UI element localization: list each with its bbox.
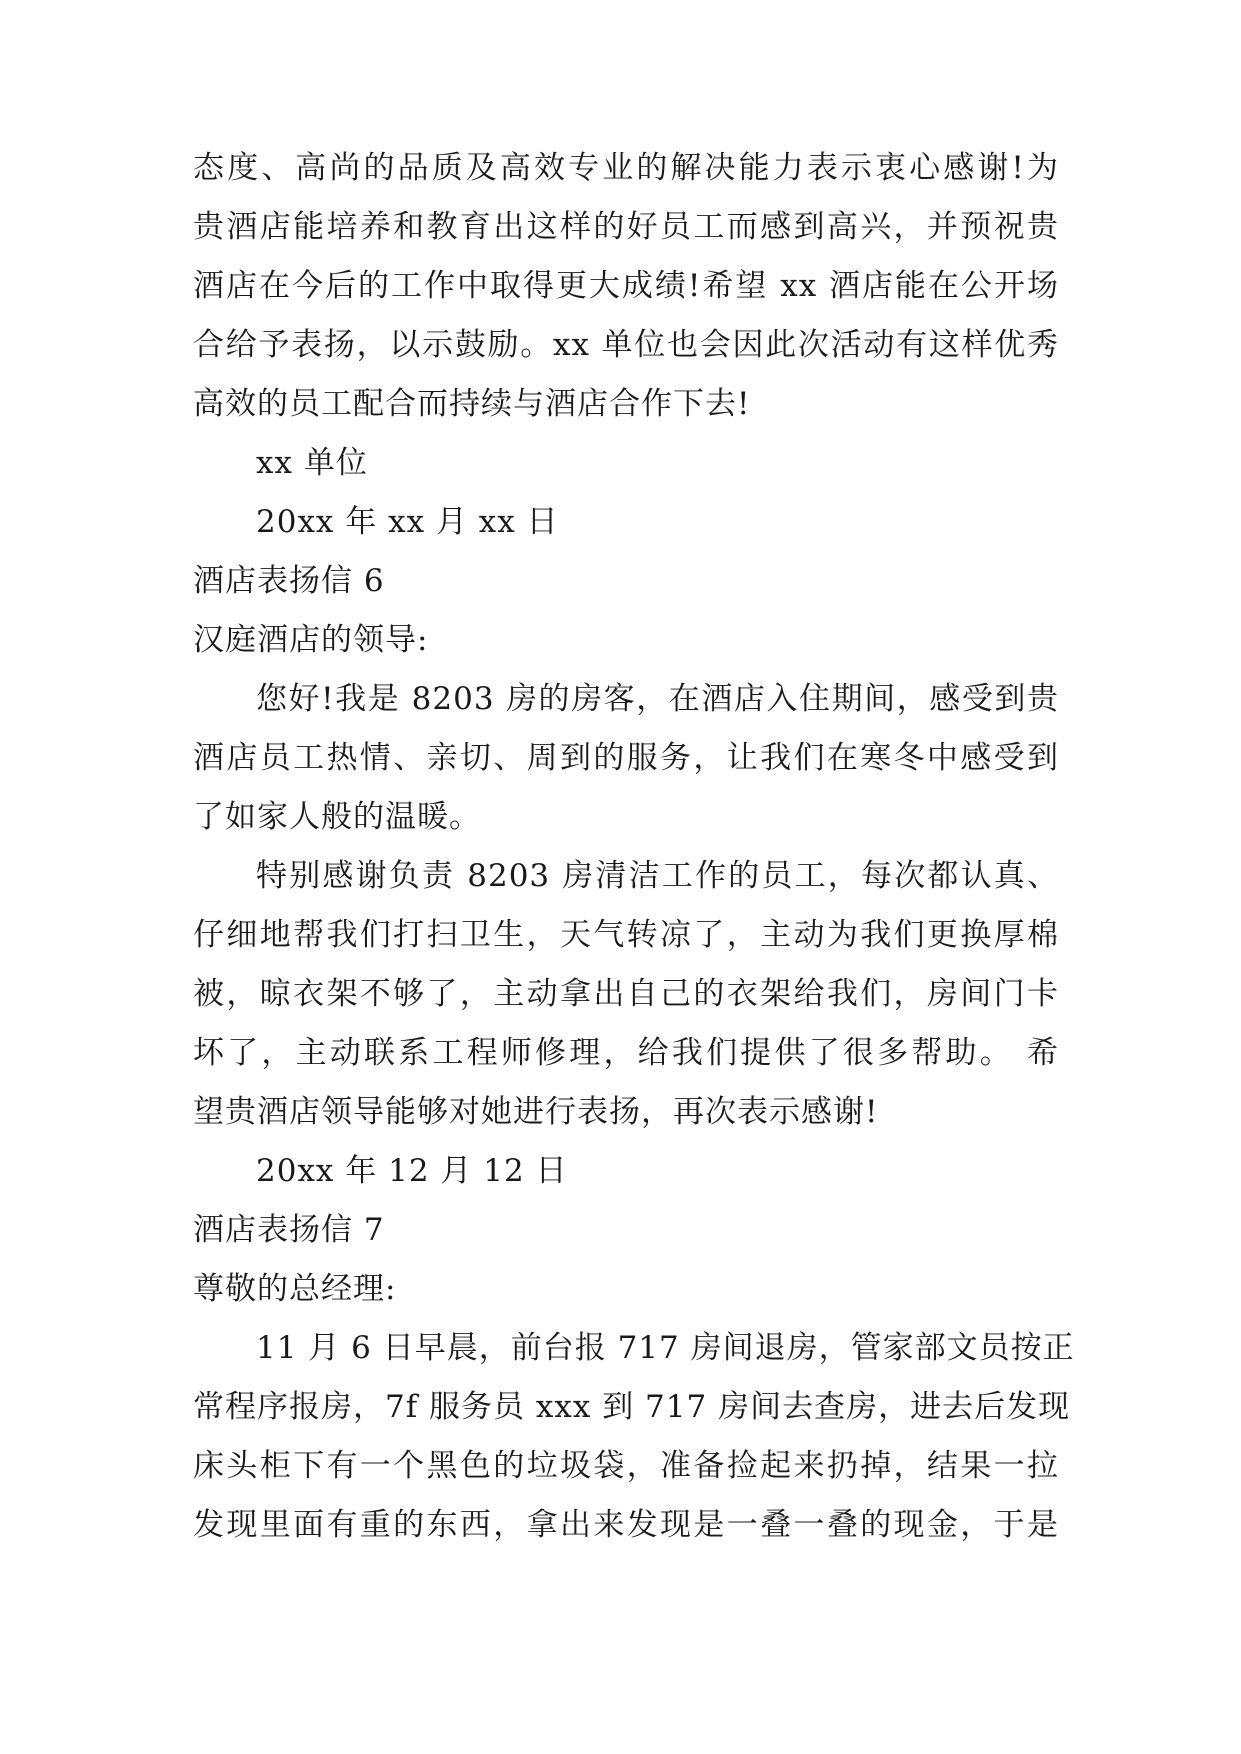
salutation: 汉庭酒店的领导: bbox=[193, 622, 429, 658]
text-line: 望贵酒店领导能够对她进行表扬，再次表示感谢! bbox=[193, 1094, 879, 1130]
text-line: 您好!我是 8203 房的房客，在酒店入住期间，感受到贵 bbox=[256, 681, 1059, 717]
text-line: 常程序报房，7f 服务员 xxx 到 717 房间去查房，进去后发现 bbox=[193, 1389, 1071, 1425]
signature-date: 20xx 年 12 月 12 日 bbox=[256, 1153, 568, 1189]
text-line: 贵酒店能培养和教育出这样的好员工而感到高兴，并预祝贵 bbox=[193, 209, 1059, 245]
text-line: 11 月 6 日早晨，前台报 717 房间退房，管家部文员按正 bbox=[256, 1330, 1075, 1366]
text-line: 高效的员工配合而持续与酒店合作下去! bbox=[193, 386, 751, 422]
text-line: 仔细地帮我们打扫卫生，天气转凉了，主动为我们更换厚棉 bbox=[193, 917, 1059, 953]
text-line: 了如家人般的温暖。 bbox=[193, 799, 481, 835]
text-line: 态度、高尚的品质及高效专业的解决能力表示衷心感谢!为 bbox=[193, 150, 1059, 186]
text-line: 合给予表扬，以示鼓励。xx 单位也会因此次活动有这样优秀 bbox=[193, 327, 1059, 363]
text-line: 被，晾衣架不够了，主动拿出自己的衣架给我们，房间门卡 bbox=[193, 976, 1059, 1012]
text-line: 坏了，主动联系工程师修理，给我们提供了很多帮助。 希 bbox=[193, 1035, 1059, 1071]
text-line: 特别感谢负责 8203 房清洁工作的员工，每次都认真、 bbox=[256, 858, 1059, 894]
salutation: 尊敬的总经理: bbox=[193, 1271, 397, 1307]
section-title: 酒店表扬信 7 bbox=[193, 1212, 385, 1248]
text-line: 酒店在今后的工作中取得更大成绩!希望 xx 酒店能在公开场 bbox=[193, 268, 1059, 304]
text-line: 床头柜下有一个黑色的垃圾袋，准备捡起来扔掉，结果一拉 bbox=[193, 1448, 1059, 1484]
text-line: 发现里面有重的东西，拿出来发现是一叠一叠的现金，于是 bbox=[193, 1507, 1059, 1543]
signature-unit: xx 单位 bbox=[256, 445, 368, 481]
signature-date: 20xx 年 xx 月 xx 日 bbox=[256, 504, 559, 540]
text-line: 酒店员工热情、亲切、周到的服务，让我们在寒冬中感受到 bbox=[193, 740, 1059, 776]
section-title: 酒店表扬信 6 bbox=[193, 563, 385, 599]
